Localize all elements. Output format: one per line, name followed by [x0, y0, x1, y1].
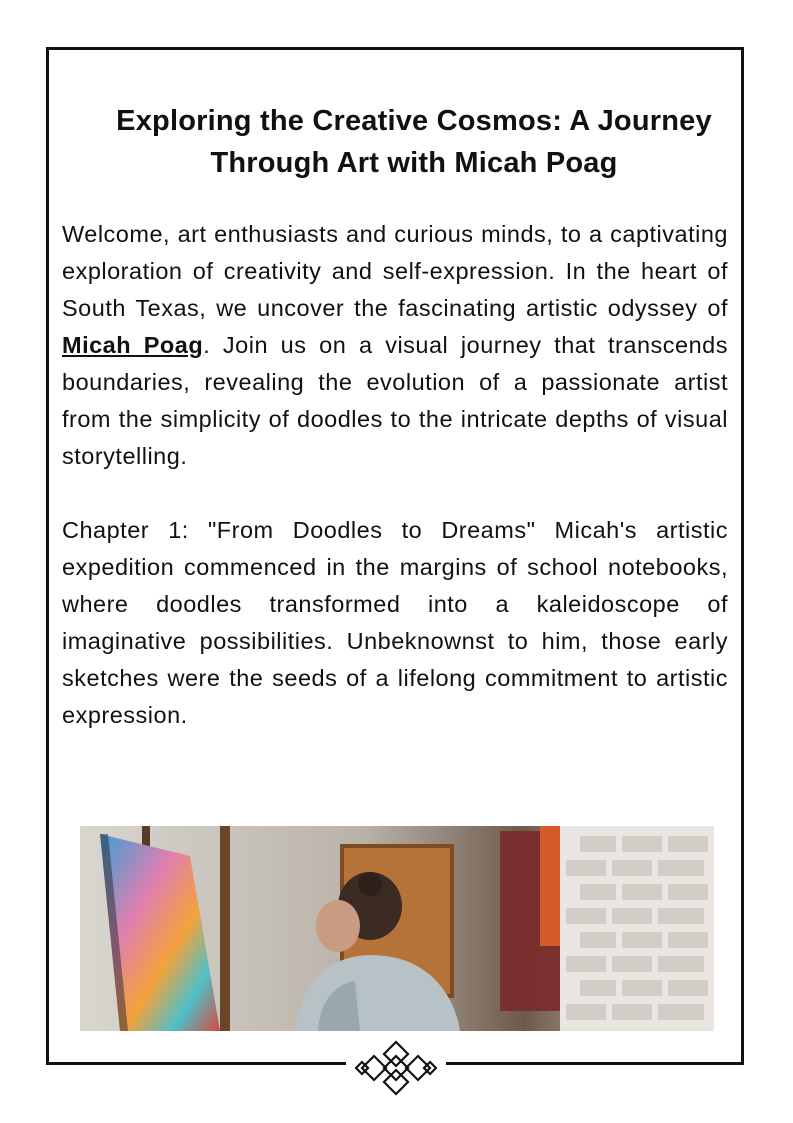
- article-body: [62, 216, 728, 771]
- diamond-knot-ornament-icon: [346, 1040, 446, 1096]
- intro-paragraph: [62, 216, 728, 475]
- artist-painting-photo: [80, 826, 714, 1031]
- micah-poag-link[interactable]: Micah Poag: [62, 332, 204, 358]
- chapter-1-paragraph: Chapter 1: "From Doodles to Dreams" Micah's artistic expedition commenced in the margins of school notebooks, where doodles transformed into a kaleidoscope of imaginative possibilities. Unbeknownst to him, those early sketches were the seeds of a lifelong commitment to artistic expression.: [62, 517, 728, 728]
- article-title: Exploring the Creative Cosmos: A Journey Through Art with Micah Poag: [116, 105, 712, 179]
- intro-text-before: Welcome, art enthusiasts and curious minds, to a captivating exploration of creativity and self-expression. In the heart of South Texas, we uncover the fascinating artistic odyssey of: [62, 221, 728, 321]
- intro-text-after: . Join us on a visual journey that transcends boundaries, revealing the evolution of a passionate artist from the simplicity of doodles to the intricate depths of visual storytelling.: [62, 332, 728, 469]
